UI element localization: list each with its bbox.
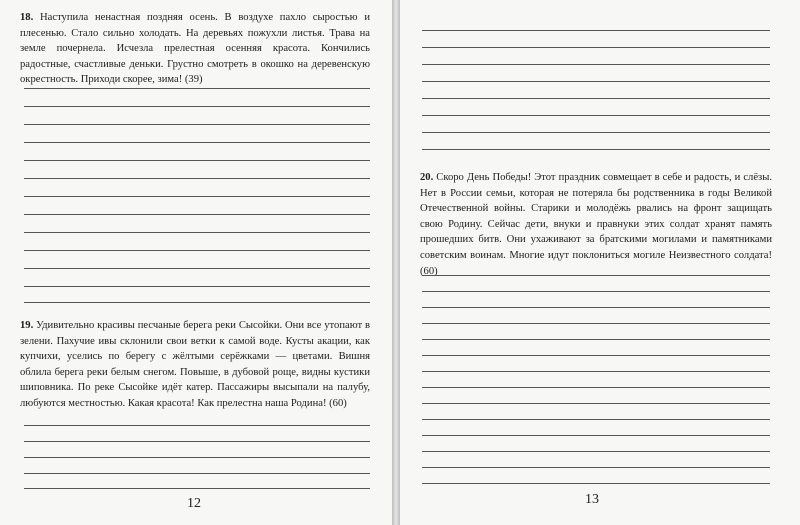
- task-20-number: 20.: [420, 172, 434, 183]
- page-number-right: 13: [585, 492, 599, 507]
- book-gutter: [392, 0, 400, 525]
- answer-lines-19-continued[interactable]: [422, 30, 770, 160]
- answer-lines-20[interactable]: [422, 275, 770, 490]
- left-page: [0, 0, 392, 525]
- answer-lines-19[interactable]: [24, 425, 370, 490]
- right-page: [400, 0, 800, 525]
- task-18: [20, 10, 370, 88]
- task-18-text: Наступила ненастная поздняя осень. В воздухе пахло сыростью и плесенью. Стало сильно холодать. На деревьях пожухли листья. Трава на земле почернела. Исчезла прелестная осенняя красота. Кончились радостные, счастливые деньки. Грустно смотреть в окошко на деревенскую окрестность. Приходи скорее, зима! (39): [20, 12, 370, 86]
- page-number-left: 12: [187, 496, 201, 511]
- task-19-number: 19.: [20, 320, 34, 331]
- task-19-text: Удивительно красивы песчаные берега реки Сысойки. Они все утопают в зелени. Пахучие ивы склонили свои ветки к самой воде. Кусты акации, как купчихи, уселись по берегу с жёлтыми серёжками — цветами. Вишня облила берега реки белым снегом. Повыше, в дубовой роще, видны кустики шиповника. По реке Сысойке идёт катер. Пассажиры высыпали на палубу, любуются местностью. Какая красота! Как прелестна наша Родина! (60): [20, 320, 370, 409]
- answer-lines-18[interactable]: [24, 88, 370, 308]
- task-18-number: 18.: [20, 12, 34, 23]
- task-20: [420, 170, 772, 279]
- task-19: [20, 318, 370, 412]
- task-20-text: Скоро День Победы! Этот праздник совмещает в себе и радость, и слёзы. Нет в России семьи, которая не потеряла бы родственника в годы Великой Отечественной войны. Старики и молодёжь рвались на фронт защищать свою Родину. Сейчас дети, внуки и правнуки этих солдат хранят память прошедших битв. Они ухаживают за братскими могилами и памятниками советским воинам. Многие идут поклониться могиле Неизвестного солдата! (60): [420, 172, 772, 277]
